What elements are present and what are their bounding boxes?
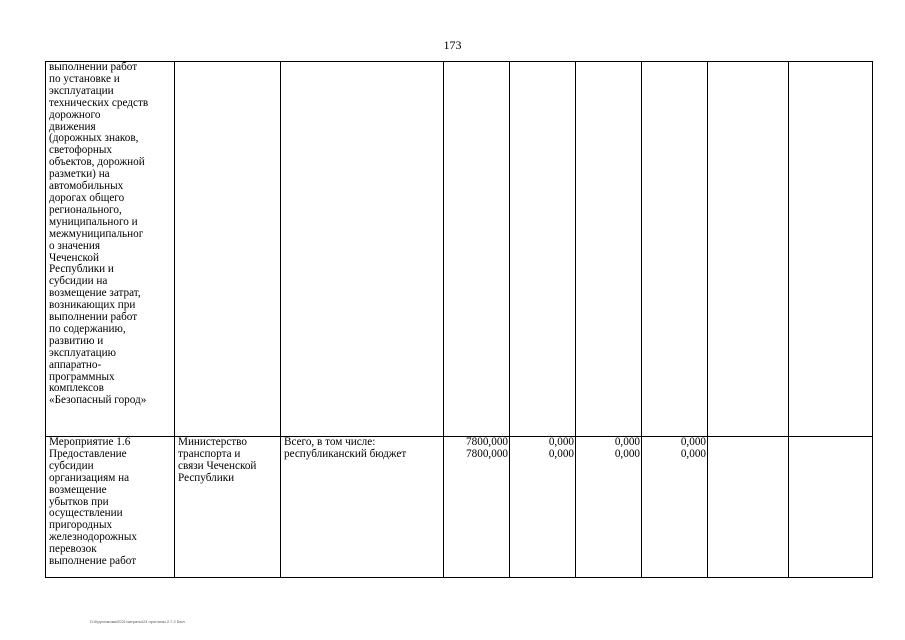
- table-row-continuation: [46, 62, 873, 437]
- value-cell: [576, 62, 642, 437]
- value-cell: [444, 62, 510, 437]
- footer-file-path: D:\Кругликова\2021\затраты\24 прогнозы 2.7.2 Бюл: [90, 619, 185, 624]
- value-cell: [510, 62, 576, 437]
- program-budget-table: [45, 61, 873, 578]
- value-cell: 7800,000 7800,000: [444, 437, 510, 578]
- empty-cell: [789, 437, 873, 578]
- measure-description-cell: Мероприятие 1.6 Предоставление субсидии организациям на возмещение убытков при осуществлении пригородных железнодорожных перевозок выполнение работ: [46, 437, 175, 578]
- value-cell: 0,000 0,000: [510, 437, 576, 578]
- empty-cell: [708, 437, 789, 578]
- table-row-measure-1-6: [46, 437, 873, 578]
- funding-source-cell: [281, 62, 444, 437]
- value-cell: 0,000 0,000: [576, 437, 642, 578]
- funding-source-cell: Всего, в том числе: республиканский бюджет: [281, 437, 444, 578]
- empty-cell: [708, 62, 789, 437]
- executor-cell: [175, 62, 281, 437]
- measure-description-cell: выполнении работ по установке и эксплуатации технических средств дорожного движения (дорожных знаков, светофорных объектов, дорожной разметки) на автомобильных дорогах общего регионального, муниципального и межмуниципальног о значения Чеченской Республики и субсидии на возмещение затрат, возникающих при выполнении работ по содержанию, развитию и эксплуатацию аппаратно- программных комплексов «Безопасный город»: [46, 62, 175, 437]
- page-number: 173: [443, 38, 462, 52]
- empty-cell: [789, 62, 873, 437]
- executor-cell: Министерство транспорта и связи Чеченской Республики: [175, 437, 281, 578]
- value-cell: [642, 62, 708, 437]
- value-cell: 0,000 0,000: [642, 437, 708, 578]
